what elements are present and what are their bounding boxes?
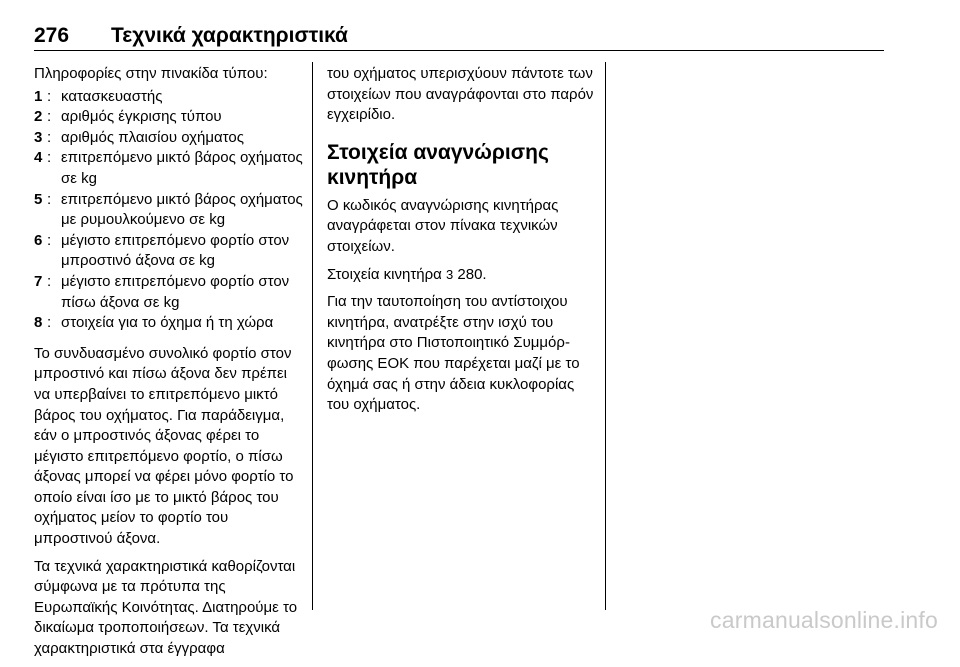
list-item: 6 : μέγιστο επιτρεπόμενο φορτίο στον μπροστινό άξονα σε kg [34, 231, 290, 270]
engine-reference [327, 265, 599, 286]
reference-text: Στοιχεία κινητήρα [327, 265, 442, 283]
page-number: 276 [34, 24, 70, 47]
list-item: 7 : μέγιστο επιτρεπόμενο φορτίο στον πίσω άξονα σε kg [34, 272, 290, 311]
column-divider [605, 62, 606, 610]
specifications-paragraph: Τα τεχνικά χαρακτηριστικά καθορίζονται σύμφωνα με τα πρότυπα της Ευρωπαϊκής Κοινότητας. Διατηρούμε το δικαίωμα τροποποιήσεων. Τα τεχνικά χαρακτηριστικά στα έγγραφα [34, 557, 298, 658]
engine-identification-paragraph: Για την ταυτοποίηση του αντίστοιχου κινητήρα, ανατρέξτε στην ισχύ του κινητήρα στο Πιστοποιητικό Συμμόρφωσης ΕΟΚ που παρέχεται μαζί με το όχημά σας ή στην άδεια κυκλοφορίας του οχήματος. [327, 293, 580, 414]
page-title: Τεχνικά χαρακτηριστικά [111, 24, 348, 47]
section-heading: Στοιχεία αναγνώρισης κινητήρα [327, 140, 549, 189]
list-item: 1 : κατασκευαστής [34, 87, 163, 105]
engine-code-paragraph: Ο κωδικός αναγνώρισης κινητήρας αναγράφεται στον πίνακα τεχνικών στοιχείων. [327, 196, 559, 255]
continued-paragraph: του οχήματος υπερισχύουν πάντοτε των στοιχείων που αναγράφονται στο παρόν εγχειρίδιο. [327, 65, 594, 124]
page-header [34, 24, 884, 51]
watermark: carmanualsonline.info [710, 607, 938, 633]
axle-load-paragraph: Το συνδυασμένο συνολικό φορτίο στον μπροστινό και πίσω άξονα δεν πρέπει να υπερβαίνει το επιτρεπόμενο μικτό βάρος του οχήματος. Για παράδειγμα, εάν ο μπροστινός άξονας φέρει το μέγιστο επιτρεπόμενο φορτίο, ο πίσω άξονας μπορεί να φέρει μόνο φορτίο το οποίο είναι ίσο με το μικτό βάρος του οχήματος μείον το φορτίο του μπροστινού άξονα. [34, 344, 294, 548]
plate-intro: Πληροφορίες στην πινακίδα τύπου: [34, 65, 268, 82]
reference-page: 280. [457, 265, 487, 283]
list-item: 3 : αριθμός πλαισίου οχήματος [34, 128, 244, 146]
page-reference-arrow-icon: 3 [446, 266, 454, 282]
list-item: 2 : αριθμός έγκρισης τύπου [34, 108, 222, 126]
right-column [327, 64, 599, 423]
list-item: 8 : στοιχεία για το όχημα ή τη χώρα [34, 314, 274, 332]
plate-items-list [34, 87, 304, 334]
list-item: 5 : επιτρεπόμενο μικτό βάρος οχήματος με ρυμουλκούμενο σε kg [34, 190, 303, 229]
left-column [34, 64, 304, 667]
list-item: 4 : επιτρεπόμενο μικτό βάρος οχήματος σε kg [34, 149, 303, 187]
column-divider [312, 62, 313, 610]
